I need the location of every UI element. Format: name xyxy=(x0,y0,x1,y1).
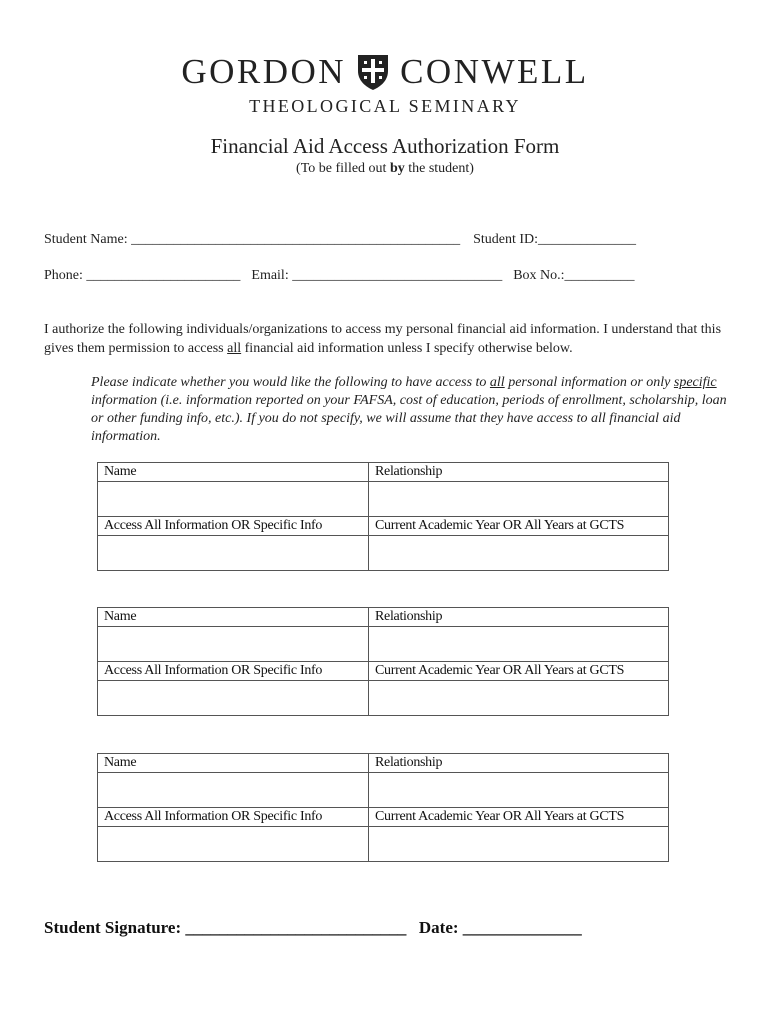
logo-word-right: CONWELL xyxy=(400,52,589,91)
seminary-logo xyxy=(0,52,770,117)
relationship-header: Relationship xyxy=(369,754,669,773)
access-header: Access All Information OR Specific Info xyxy=(98,662,369,681)
access-header: Access All Information OR Specific Info xyxy=(98,517,369,536)
form-subtitle xyxy=(0,161,770,177)
years-input-cell[interactable] xyxy=(369,681,669,716)
years-input-cell[interactable] xyxy=(369,536,669,571)
name-header: Name xyxy=(98,754,369,773)
student-info-row xyxy=(44,232,704,248)
subtitle-bold: by xyxy=(389,161,405,176)
authorize-text-1: I authorize the following individuals/organizations to access my personal financial aid information. I understand that this gives them permission to access xyxy=(44,322,722,356)
access-header: Access All Information OR Specific Info xyxy=(98,808,369,827)
instr-text-3: information (i.e. information reported on your FAFSA, cost of education, periods of enrollment, scholarship, loan or other funding info, etc.). If you do not specify, we will assume that they have access to all financial aid information. xyxy=(91,393,727,444)
subtitle-text-1: (To be filled out xyxy=(296,161,390,176)
relationship-input-cell[interactable] xyxy=(369,773,669,808)
name-input-cell[interactable] xyxy=(98,482,369,517)
authorized-person-table-1 xyxy=(97,462,669,571)
instr-text-1: Please indicate whether you would like the following to have access to xyxy=(91,375,490,390)
shield-crest-icon xyxy=(356,53,390,91)
subtitle-text-2: the student) xyxy=(404,161,474,176)
years-input-cell[interactable] xyxy=(369,827,669,862)
relationship-input-cell[interactable] xyxy=(369,627,669,662)
logo-word-left: GORDON xyxy=(181,52,347,91)
years-header: Current Academic Year OR All Years at GCTS xyxy=(369,517,669,536)
instr-text-2: personal information or only xyxy=(504,375,674,390)
authorize-underlined: all xyxy=(227,341,242,356)
access-input-cell[interactable] xyxy=(98,827,369,862)
student-name-field[interactable]: Student Name: _______________________________________________ xyxy=(44,232,461,247)
email-field[interactable]: Email: ______________________________ xyxy=(251,268,503,283)
box-number-field[interactable]: Box No.:__________ xyxy=(513,268,635,283)
name-input-cell[interactable] xyxy=(98,627,369,662)
instr-underlined-2: specific xyxy=(673,375,717,390)
years-header: Current Academic Year OR All Years at GCTS xyxy=(369,808,669,827)
authorized-person-table-3 xyxy=(97,753,669,862)
relationship-header: Relationship xyxy=(369,608,669,627)
access-input-cell[interactable] xyxy=(98,681,369,716)
authorize-text-2: financial aid information unless I specify otherwise below. xyxy=(241,341,573,356)
date-field[interactable]: Date: ______________ xyxy=(418,918,582,937)
years-header: Current Academic Year OR All Years at GCTS xyxy=(369,662,669,681)
access-input-cell[interactable] xyxy=(98,536,369,571)
relationship-header: Relationship xyxy=(369,463,669,482)
signature-row xyxy=(44,918,582,938)
logo-subtitle: THEOLOGICAL SEMINARY xyxy=(249,96,521,116)
authorization-paragraph xyxy=(44,320,724,358)
instruction-paragraph xyxy=(91,374,731,446)
student-id-field[interactable]: Student ID:______________ xyxy=(473,232,637,247)
name-header: Name xyxy=(98,608,369,627)
name-header: Name xyxy=(98,463,369,482)
authorized-person-table-2 xyxy=(97,607,669,716)
contact-info-row xyxy=(44,268,704,284)
student-signature-field[interactable]: Student Signature: __________________________ xyxy=(44,918,407,937)
instr-underlined-1: all xyxy=(489,375,505,390)
phone-field[interactable]: Phone: ______________________ xyxy=(44,268,241,283)
name-input-cell[interactable] xyxy=(98,773,369,808)
form-title: Financial Aid Access Authorization Form xyxy=(210,134,560,158)
relationship-input-cell[interactable] xyxy=(369,482,669,517)
